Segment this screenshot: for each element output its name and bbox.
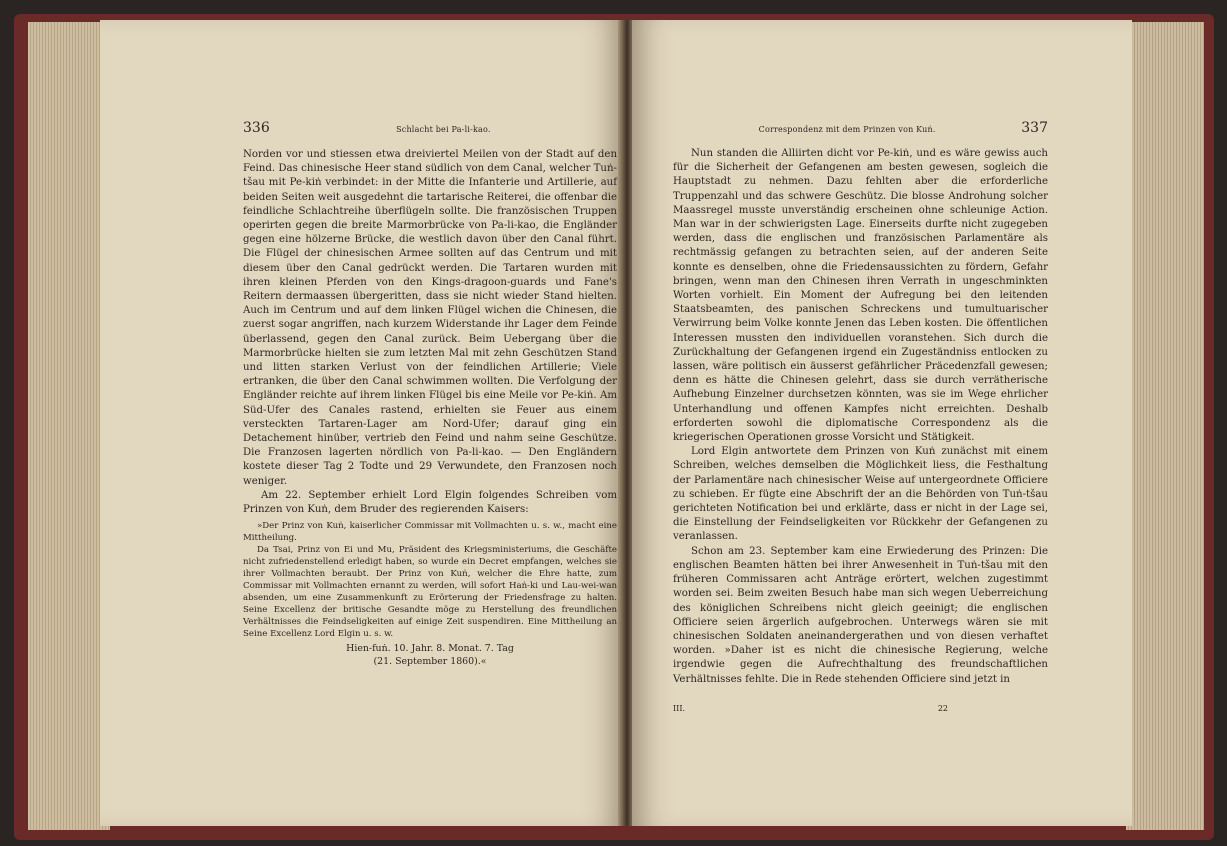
letter-quote	[243, 520, 617, 640]
left-page-body	[243, 148, 617, 668]
page-edges-right	[1126, 22, 1204, 830]
letter-date-line: Hien-fuṅ. 10. Jahr. 8. Monat. 7. Tag	[346, 643, 514, 655]
left-page	[100, 20, 622, 826]
paragraph: Norden vor und stiessen etwa dreiviertel Meilen von der Stadt auf den Feind. Das chinesische Heer stand südlich von dem Canal, welcher Tuṅ-tšau mit Pe-kiṅ verbindet: in der Mitte die Infanterie und Artillerie, auf beiden Seiten weit ausgedehnt die tartarische Reiterei, die offenbar die feindliche Schlachtreihe überflügeln sollte. Die französischen Truppen operirten gegen die breite Marmorbrücke von Pa-li-kao, die Engländer gegen eine hölzerne Brücke, die westlich davon über den Canal führt. Die Flügel der chinesischen Armee sollten auf das Centrum und mit diesem über den Canal gedrückt werden. Die Tartaren wurden mit ihren kleinen Pferden von den Kings-dragoon-guards und Fane's Reitern dermaassen übergeritten, dass sie nicht wieder Stand hielten. Auch im Centrum und auf dem linken Flügel wichen die Chinesen, die zuerst sogar angriffen, nach kurzem Widerstande ihr Lager dem Feinde überlassend, gegen den Canal zurück. Beim Uebergang über die Marmorbrücke hielten sie zum letzten Mal mit zehn Geschützen Stand und litten starken Verlust von der feindlichen Artillerie; Viele ertranken, die über den Canal schwimmen wollten. Die Verfolgung der Engländer reichte auf ihrem linken Flügel bis eine Meile vor Pe-kiṅ. Am Süd-Ufer des Canales rastend, erhielten sie Feuer aus einem versteckten Tartaren-Lager am Nord-Ufer; darauf ging ein Detachement hinüber, vertrieb den Feind und nahm seine Geschütze. Die Franzosen lagerten nördlich von Pa-li-kao. — Den Engländern kostete dieser Tag 2 Todte und 29 Verwundete, den Franzosen noch weniger.	[243, 149, 617, 487]
page-edges-left	[28, 22, 110, 830]
letter-date-line: (21. September 1860).«	[373, 656, 487, 668]
right-page-body	[673, 147, 1048, 687]
running-head: Correspondenz mit dem Prinzen von Kuṅ.	[758, 125, 936, 134]
right-page-header	[673, 120, 1048, 142]
sheet-number: 22	[937, 704, 948, 713]
page-number: 337	[1021, 120, 1048, 136]
paragraph: Schon am 23. September kam eine Erwiederung des Prinzen: Die englischen Beamten hätten bei ihrer Anwesenheit in Tuṅ-tšau mit den früheren Commissaren acht Anträge erörtert, welchen zugestimmt worden sei. Beim zweiten Besuch habe man sich wegen Ueberreichung des königlichen Schreibens nicht gleich geeinigt; die englischen Officiere seien ärgerlich aufgebrochen. Unterwegs wären sie mit chinesischen Soldaten aneinandergerathen und von diesen verhaftet worden. »Daher ist es nicht die chinesische Regierung, welche irgendwie gegen die Aufrechthaltung des freundschaftlichen Verhältnisses fehlte. Die in Rede stehenden Officiere sind jetzt in	[673, 545, 1048, 685]
paragraph: Am 22. September erhielt Lord Elgin folgendes Schreiben vom Prinzen von Kuṅ, dem Bruder des regierenden Kaisers:	[243, 489, 617, 516]
right-page	[632, 20, 1132, 826]
paragraph: Nun standen die Alliirten dicht vor Pe-kiṅ, und es wäre gewiss auch für die Sicherheit der Gefangenen am besten gewesen, sogleich die Hauptstadt zu nehmen. Dazu fehlten aber die erforderliche Truppenzahl und das schwere Geschütz. Die blosse Androhung solcher Maassregel musste unverständig erscheinen ohne schleunige Action. Man war in der schwierigsten Lage. Einerseits durfte nicht zugegeben werden, dass die englischen und französischen Parlamentäre als rechtmässig gefangen zu betrachten seien, auf der anderen Seite konnte es denselben, ohne die Friedensaussichten zu fördern, Gefahr bringen, wenn man den Chinesen ihren Verrath in ungeschminkten Worten vorhielt. Ein Moment der Aufregung bei den leitenden Staatsbeamten, des panischen Schreckens und tumultuarischer Verwirrung beim Volke konnte Jenen das Leben kosten. Die öffentlichen Interessen mussten den individuellen voranstehen. Sich durch die Zurückhaltung der Gefangenen irgend ein Zugeständniss entlocken zu lassen, wäre politisch ein äusserst gefährlicher Präcedenzfall gewesen; denn es hätte die Chinesen gelehrt, dass sie durch verrätherische Aufhebung Einzelner durchsetzen könnten, was sie im Wege ehrlicher Unterhandlung und offenen Kampfes nicht erreichten. Deshalb erforderten sowohl die diplomatische Correspondenz als die kriegerischen Operationen grosse Vorsicht und Stätigkeit.	[673, 148, 1048, 444]
quote-paragraph: »Der Prinz von Kuṅ, kaiserlicher Commissar mit Vollmachten u. s. w., macht eine Mittheilung.	[243, 521, 617, 544]
paragraph: Lord Elgin antwortete dem Prinzen von Kuṅ zunächst mit einem Schreiben, welches demselben die Möglichkeit liess, die Festhaltung der Parlamentäre nach chinesischer Weise auf untergeordnete Officiere zu schieben. Er fügte eine Abschrift der an die Behörden von Tuṅ-tšau gerichteten Notification bei und erklärte, dass er nicht in der Lage sei, die Einstellung der Feindseligkeiten vor Rückkehr der Gefangenen zu veranlassen.	[673, 446, 1048, 543]
page-number: 336	[243, 120, 270, 136]
page-footer	[673, 704, 1048, 713]
signature-mark: III.	[673, 704, 686, 713]
running-head: Schlacht bei Pa-li-kao.	[396, 125, 491, 134]
quote-paragraph: Da Tsai, Prinz von Ei und Mu, Präsident des Kriegsministeriums, die Geschäfte nicht zufriedenstellend erledigt haben, so wurde ein Decret empfangen, welches sie ihrer Vollmachten beraubt. Der Prinz von Kuṅ, welcher die Ehre hatte, zum Commissar mit Vollmachten ernannt zu werden, will sofort Haṅ-ki und Lau-wei-wan absenden, um eine Zusammenkunft zu Erörterung der Friedensfrage zu halten. Seine Excellenz der britische Gesandte möge zu Herstellung des freundlichen Verhältnisses die Feindseligkeiten auf einige Zeit suspendiren. Eine Mittheilung an Seine Excellenz Lord Elgin u. s. w.	[243, 545, 617, 640]
left-page-header	[243, 120, 617, 142]
